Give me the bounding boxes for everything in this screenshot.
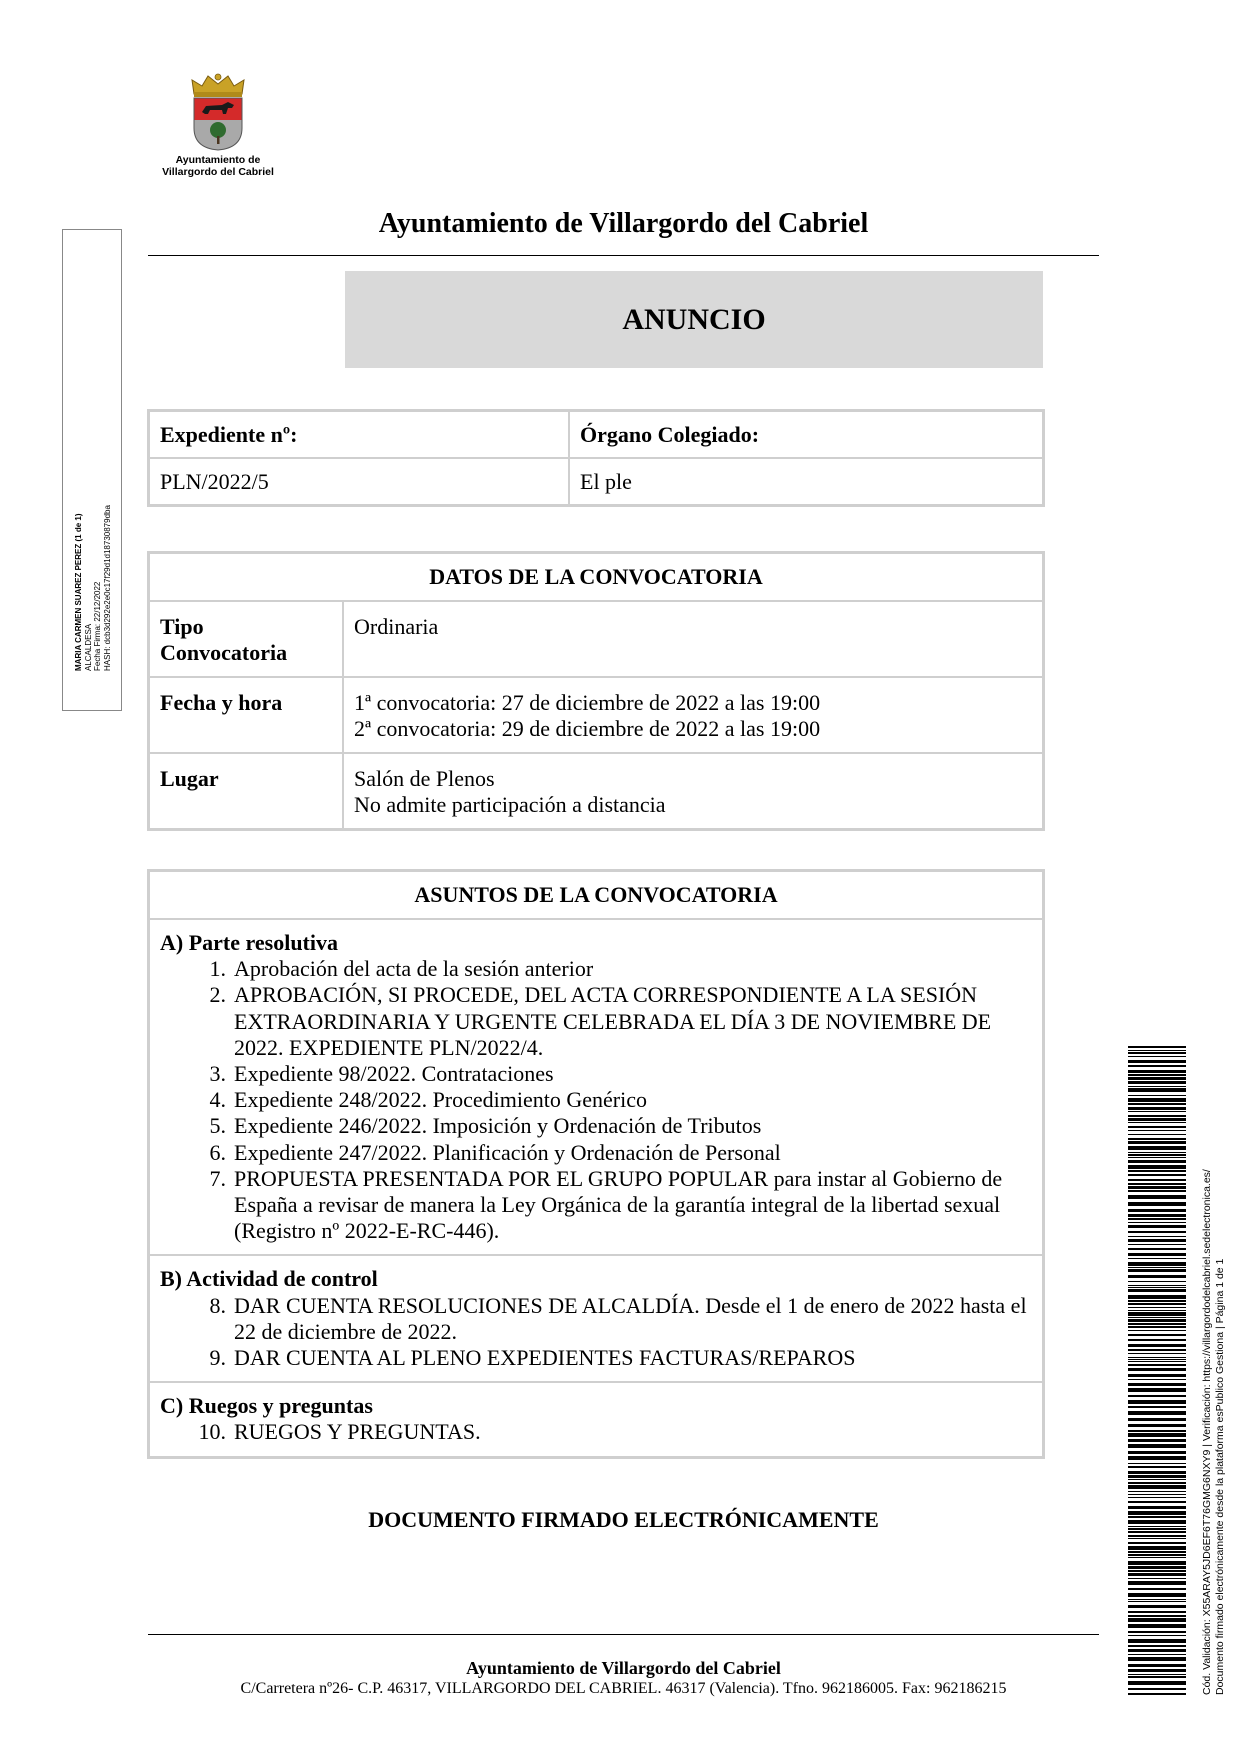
expediente-table [147,409,1045,507]
agenda-item [160,1113,1032,1139]
item-text: APROBACIÓN, SI PROCEDE, DEL ACTA CORRESPONDIENTE A LA SESIÓN EXTRAORDINARIA Y URGENTE CELEBRADA EL DÍA 3 DE NOVIEMBRE DE 2022. EXPEDIENTE PLN/2022/4. [234,982,992,1060]
barcode-bar [1128,1050,1186,1051]
barcode-bar [1128,1631,1186,1633]
barcode-bar [1128,1319,1186,1322]
barcode-bar [1128,1411,1186,1415]
barcode-bar [1128,1516,1186,1518]
barcode-bar [1128,1222,1186,1223]
barcode-bar [1128,1479,1186,1480]
asuntos-heading: ASUNTOS DE LA CONVOCATORIA [149,871,1044,920]
barcode-bar [1128,1186,1186,1189]
agenda-item [160,1419,1032,1445]
barcode-bar [1128,1244,1186,1245]
barcode-bar [1128,1357,1186,1358]
barcode-bar [1128,1289,1186,1292]
barcode-bar [1128,1046,1186,1048]
agenda-item [160,1166,1032,1245]
barcode-bar [1128,1138,1186,1140]
item-number: 7. [209,1165,226,1191]
barcode-bar [1128,1088,1186,1092]
barcode-bar [1128,1307,1186,1308]
barcode-bar [1128,1657,1186,1661]
fecha-first-call: 1ª convocatoria: 27 de diciembre de 2022 a las 19:00 [354,690,821,715]
platform-note: Documento firmado electrónicamente desde la plataforma esPublico Gestiona | Página 1 de 1 [1214,1258,1226,1695]
barcode-bar [1128,1160,1186,1163]
item-number: 8. [209,1292,226,1318]
barcode-bar [1128,1542,1186,1544]
barcode-bar [1128,1535,1186,1537]
barcode-bar [1128,1581,1186,1585]
barcode-bar [1128,1275,1186,1278]
item-number: 9. [209,1345,226,1371]
barcode-bar [1128,1424,1186,1427]
barcode-icon [1128,1046,1186,1696]
barcode-bar [1128,1645,1186,1647]
barcode-bar [1128,1511,1186,1515]
barcode-bar [1128,1482,1186,1484]
signature-hash: HASH: dcb3d292e2e0c17f29d1d18730879dba [102,505,112,671]
barcode-bar [1128,1098,1186,1102]
item-number: 3. [209,1061,226,1087]
validation-code: Cód. Validación: X55ARAY5JD6EF6T76GMG6NXY9 | Verificación: https://villargordodelcabriel.sedelectronica.es/ [1201,1169,1213,1695]
barcode-bar [1128,1209,1186,1212]
agenda-item [160,956,1032,982]
logo-caption: Ayuntamiento de Villargordo del Cabriel [162,154,274,178]
agenda-section [149,1255,1044,1382]
header-divider [148,255,1099,256]
barcode-bar [1128,1107,1186,1110]
item-text: PROPUESTA PRESENTADA POR EL GRUPO POPULAR para instar al Gobierno de España a revisar de manera la Ley Orgánica de la garantía integral de la libertad sexual (Registro nº 2022-E-RC-446). [234,1165,1003,1244]
section-title: B) Actividad de control [160,1266,378,1292]
barcode-bar [1128,1253,1186,1256]
barcode-bar [1128,1526,1186,1527]
barcode-bar [1128,1152,1186,1153]
municipal-logo [158,72,278,178]
barcode-bar [1128,1566,1186,1569]
barcode-bar [1128,1086,1186,1087]
lugar-value [343,753,1044,830]
barcode-bar [1128,1693,1186,1695]
barcode-bar [1128,1141,1186,1144]
item-text: Aprobación del acta de la sesión anterior [234,956,594,982]
barcode-bar [1128,1557,1186,1558]
agenda-section [149,1382,1044,1457]
barcode-bar [1128,1111,1186,1112]
barcode-bar [1128,1323,1186,1325]
item-text: RUEGOS Y PREGUNTAS. [234,1419,481,1445]
page-title: Ayuntamiento de Villargordo del Cabriel [378,208,869,239]
barcode-bar [1128,1406,1186,1408]
barcode-bar [1128,1491,1186,1492]
barcode-bar [1128,1497,1186,1498]
barcode-bar [1128,1368,1186,1371]
datos-convocatoria-table [147,551,1045,831]
barcode-bar [1128,1463,1186,1464]
fecha-second-call: 2ª convocatoria: 29 de diciembre de 2022 a las 19:00 [354,716,821,741]
barcode-bar [1128,1439,1186,1442]
item-number: 6. [209,1139,226,1165]
barcode-bar [1128,1269,1186,1272]
barcode-bar [1128,1170,1186,1172]
barcode-bar [1128,1364,1186,1366]
barcode-bar [1128,1395,1186,1397]
item-number: 2. [209,982,226,1008]
barcode-bar [1128,1531,1186,1533]
coat-of-arms-icon [188,72,248,152]
agenda-item [160,1061,1032,1087]
barcode-bar [1128,1664,1186,1667]
barcode-bar [1128,1295,1186,1299]
barcode-bar [1128,1239,1186,1242]
barcode-bar [1128,1115,1186,1117]
barcode-bar [1128,1330,1186,1331]
barcode-bar [1128,1317,1186,1318]
barcode-bar [1128,1353,1186,1354]
barcode-bar [1128,1611,1186,1613]
barcode-bar [1128,1578,1186,1579]
barcode-bar [1128,1639,1186,1643]
barcode-bar [1128,1444,1186,1448]
agenda-list [160,1293,1032,1372]
barcode-bar [1128,1165,1186,1169]
footer-divider [148,1634,1099,1635]
barcode-bar [1128,1157,1186,1158]
agenda-section [149,919,1044,1255]
agenda-item [160,1293,1032,1345]
item-text: DAR CUENTA RESOLUCIONES DE ALCALDÍA. Desde el 1 de enero de 2022 hasta el 22 de diciembre de 2022. [234,1292,1027,1344]
fecha-label: Fecha y hora [149,677,344,753]
barcode-bar [1128,1225,1186,1228]
barcode-bar [1128,1183,1186,1185]
section-title: C) Ruegos y preguntas [160,1393,373,1419]
signed-notice: DOCUMENTO FIRMADO ELECTRÓNICAMENTE [368,1507,879,1532]
barcode-bar [1128,1095,1186,1096]
expediente-value: PLN/2022/5 [149,458,570,506]
signer-role: ALCALDESA [83,623,93,671]
barcode-bar [1128,1287,1186,1288]
barcode-bar [1128,1236,1186,1237]
barcode-bar [1128,1599,1186,1600]
barcode-bar [1128,1190,1186,1192]
barcode-bar [1128,1605,1186,1608]
barcode-bar [1128,1267,1186,1268]
barcode-bar [1128,1649,1186,1652]
barcode-bar [1128,1456,1186,1460]
agenda-item [160,1345,1032,1371]
barcode-bar [1128,1388,1186,1392]
barcode-bar [1128,1374,1186,1377]
barcode-bar [1128,1334,1186,1336]
barcode-bar [1128,1485,1186,1489]
barcode-bar [1128,1379,1186,1380]
barcode-bar [1128,1202,1186,1206]
datos-heading: DATOS DE LA CONVOCATORIA [149,553,1044,602]
barcode-bar [1128,1218,1186,1220]
barcode-bar [1128,1130,1186,1131]
item-number: 4. [209,1087,226,1113]
barcode-bar [1128,1077,1186,1080]
barcode-bar [1128,1433,1186,1437]
barcode-bar [1128,1103,1186,1105]
barcode-bar [1128,1303,1186,1305]
expediente-label: Expediente nº: [149,411,570,459]
barcode-bar [1128,1546,1186,1550]
barcode-bar [1128,1231,1186,1233]
anuncio-banner: ANUNCIO [345,271,1043,368]
validation-side-text [1201,1045,1227,1695]
barcode-bar [1128,1258,1186,1259]
barcode-bar [1128,1081,1186,1084]
organo-label: Órgano Colegiado: [569,411,1044,459]
tipo-value: Ordinaria [343,601,1044,677]
organo-value: El ple [569,458,1044,506]
tipo-label: Tipo Convocatoria [149,601,344,677]
lugar-note: No admite participación a distancia [354,792,666,817]
barcode-bar [1128,1312,1186,1316]
barcode-bar [1128,1635,1186,1636]
signature-box [62,229,122,711]
barcode-bar [1128,1573,1186,1576]
barcode-bar [1128,1134,1186,1135]
barcode-bar [1128,1624,1186,1628]
barcode-bar [1128,1310,1186,1311]
barcode-bar [1128,1618,1186,1622]
barcode-bar [1128,1551,1186,1553]
barcode-bar [1128,1326,1186,1328]
barcode-bar [1128,1674,1186,1675]
barcode-bar [1128,1383,1186,1386]
barcode-bar [1128,1285,1186,1286]
barcode-bar [1128,1570,1186,1572]
barcode-bar [1128,1475,1186,1478]
barcode-bar [1128,1118,1186,1121]
asuntos-convocatoria-table [147,869,1045,1459]
signature-text [74,241,112,701]
fecha-value [343,677,1044,753]
barcode-bar [1128,1070,1186,1073]
barcode-bar [1128,1561,1186,1565]
barcode-bar [1128,1506,1186,1509]
item-text: Expediente 248/2022. Procedimiento Genérico [234,1087,647,1113]
barcode-bar [1128,1065,1186,1067]
barcode-bar [1128,1214,1186,1217]
barcode-bar [1128,1654,1186,1655]
barcode-bar [1128,1669,1186,1672]
barcode-bar [1128,1593,1186,1597]
item-number: 10. [198,1419,226,1445]
item-text: Expediente 98/2022. Contrataciones [234,1061,554,1087]
section-title: A) Parte resolutiva [160,930,338,955]
barcode-bar [1128,1154,1186,1156]
signature-date: Fecha Firma: 22/12/2022 [93,581,102,671]
item-text: Expediente 247/2022. Planificación y Ordenación de Personal [234,1139,781,1165]
barcode-bar [1128,1179,1186,1181]
barcode-bar [1128,1681,1186,1685]
barcode-bar [1128,1344,1186,1347]
barcode-bar [1128,1349,1186,1351]
barcode-bar [1128,1471,1186,1474]
barcode-bar [1128,1501,1186,1503]
barcode-bar [1128,1588,1186,1590]
barcode-bar [1128,1538,1186,1539]
barcode-bar [1128,1262,1186,1266]
barcode-bar [1128,1146,1186,1150]
item-text: Expediente 246/2022. Imposición y Ordenación de Tributos [234,1113,762,1139]
lugar-label: Lugar [149,753,344,830]
barcode-bar [1128,1122,1186,1123]
barcode-bar [1128,1195,1186,1199]
agenda-item [160,1140,1032,1166]
barcode-bar [1128,1520,1186,1524]
item-number: 5. [209,1113,226,1139]
signer-name: MARIA CARMEN SUAREZ PEREZ (1 de 1) [74,513,83,671]
barcode-bar [1128,1400,1186,1404]
agenda-item [160,1087,1032,1113]
agenda-list [160,1419,1032,1445]
barcode-bar [1128,1339,1186,1341]
barcode-bar [1128,1056,1186,1057]
barcode-bar [1128,1615,1186,1617]
barcode-bar [1128,1126,1186,1128]
barcode-bar [1128,1466,1186,1468]
item-text: DAR CUENTA AL PLENO EXPEDIENTES FACTURAS/REPAROS [234,1345,856,1371]
barcode-bar [1128,1676,1186,1678]
barcode-bar [1128,1451,1186,1454]
footer-name: Ayuntamiento de Villargordo del Cabriel [466,1658,781,1678]
barcode-bar [1128,1174,1186,1176]
barcode-bar [1128,1554,1186,1556]
barcode-bar [1128,1248,1186,1250]
barcode-bar [1128,1430,1186,1432]
barcode-bar [1128,1494,1186,1495]
barcode-bar [1128,1688,1186,1690]
footer-address: C/Carretera nº26- C.P. 46317, VILLARGORDO DEL CABRIEL. 46317 (Valencia). Tfno. 962186005. Fax: 962186215 [240,1680,1007,1697]
barcode-bar [1128,1361,1186,1362]
agenda-item [160,982,1032,1061]
lugar-place: Salón de Plenos [354,766,495,791]
barcode-bar [1128,1359,1186,1360]
barcode-bar [1128,1060,1186,1063]
barcode-bar [1128,1528,1186,1530]
item-number: 1. [209,956,226,982]
agenda-list [160,956,1032,1244]
barcode-bar [1128,1601,1186,1602]
barcode-bar [1128,1300,1186,1302]
barcode-bar [1128,1074,1186,1076]
barcode-bar [1128,1418,1186,1421]
barcode-bar [1128,1281,1186,1282]
barcode-bar [1128,1052,1186,1054]
